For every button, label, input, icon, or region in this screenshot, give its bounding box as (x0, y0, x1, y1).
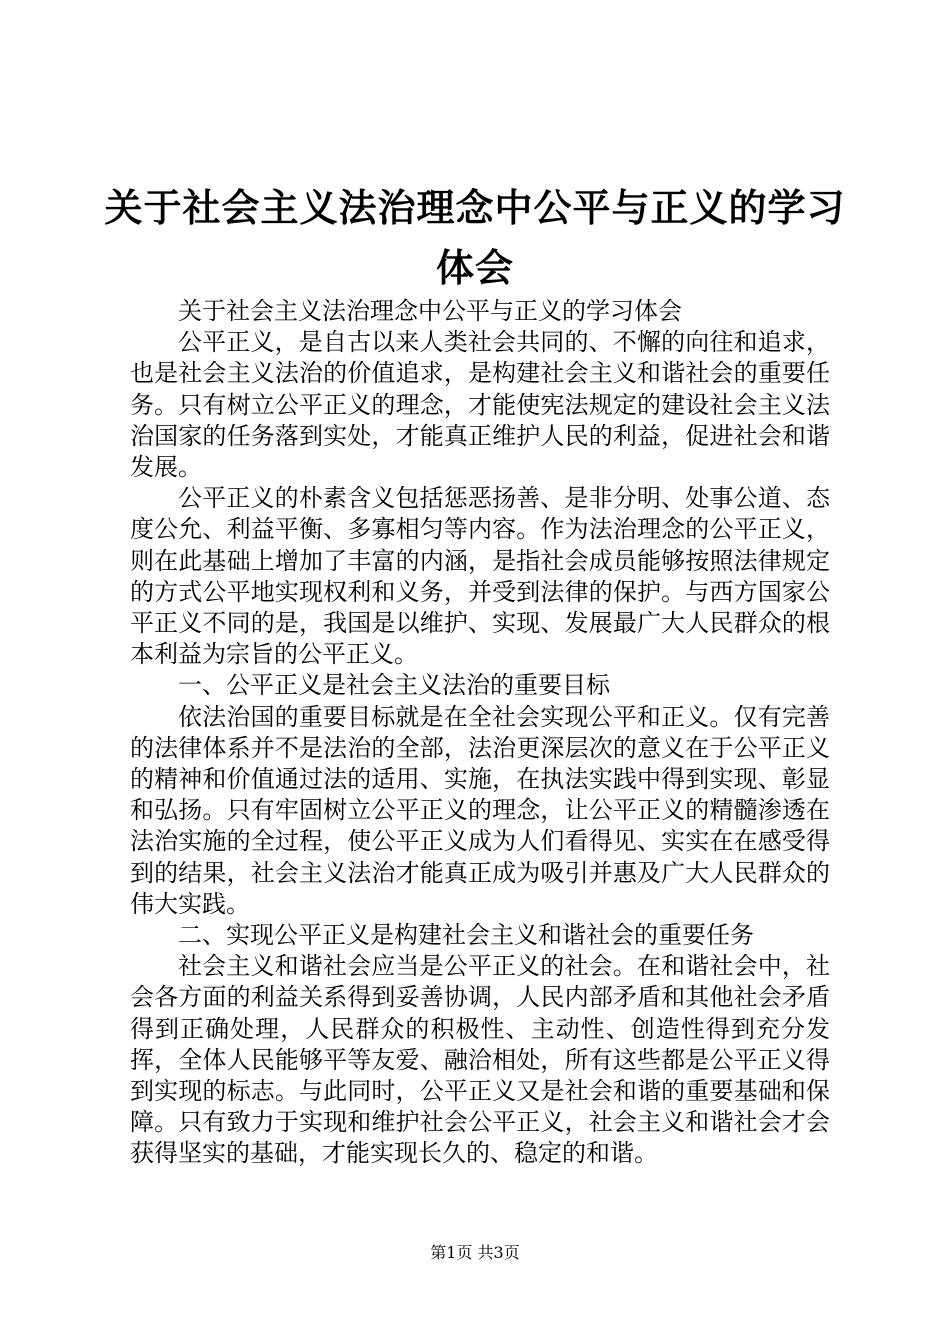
section-heading: 二、实现公平正义是构建社会主义和谐社会的重要任务 (178, 921, 754, 950)
body-paragraph: 公平正义的朴素含义包括惩恶扬善、是非分明、处事公道、态度公允、利益平衡、多寡相匀等内容。作为法治理念的公平正义，则在此基础上增加了丰富的内涵，是指社会成员能够按照法律规定的方式公平地实现权利和义务，并受到法律的保护。与西方国家公平正义不同的是，我国是以维护、实现、发展最广大人民群众的根本利益为宗旨的公平正义。 (130, 484, 830, 669)
section-heading: 一、公平正义是社会主义法治的重要目标 (178, 671, 610, 700)
page-number-footer: 第1页 共3页 (430, 1243, 520, 1262)
body-paragraph: 依法治国的重要目标就是在全社会实现公平和正义。仅有完善的法律体系并不是法治的全部，法治更深层次的意义在于公平正义的精神和价值通过法的适用、实施，在执法实践中得到实现、彰显和弘扬。只有牢固树立公平正义的理念，让公平正义的精髓渗透在法治实施的全过程，使公平正义成为人们看得见、实实在在感受得到的结果，社会主义法治才能真正成为吸引并惠及广大人民群众的伟大实践。 (130, 702, 830, 918)
document-title: 关于社会主义法治理念中公平与正义的学习体会 (104, 185, 846, 290)
body-paragraph: 关于社会主义法治理念中公平与正义的学习体会 (178, 297, 682, 325)
document-body (130, 296, 830, 1170)
body-paragraph: 公平正义，是自古以来人类社会共同的、不懈的向往和追求，也是社会主义法治的价值追求，是构建社会主义和谐社会的重要任务。只有树立公平正义的理念，才能使宪法规定的建设社会主义法治国家的任务落到实处，才能真正维护人民的利益，促进社会和谐发展。 (130, 328, 830, 482)
body-paragraph: 社会主义和谐社会应当是公平正义的社会。在和谐社会中，社会各方面的利益关系得到妥善协调，人民内部矛盾和其他社会矛盾得到正确处理，人民群众的积极性、主动性、创造性得到充分发挥，全体人民能够平等友爱、融洽相处，所有这些都是公平正义得到实现的标志。与此同时，公平正义又是社会和谐的重要基础和保障。只有致力于实现和维护社会公平正义，社会主义和谐社会才会获得坚实的基础，才能实现长久的、稳定的和谐。 (130, 952, 830, 1168)
